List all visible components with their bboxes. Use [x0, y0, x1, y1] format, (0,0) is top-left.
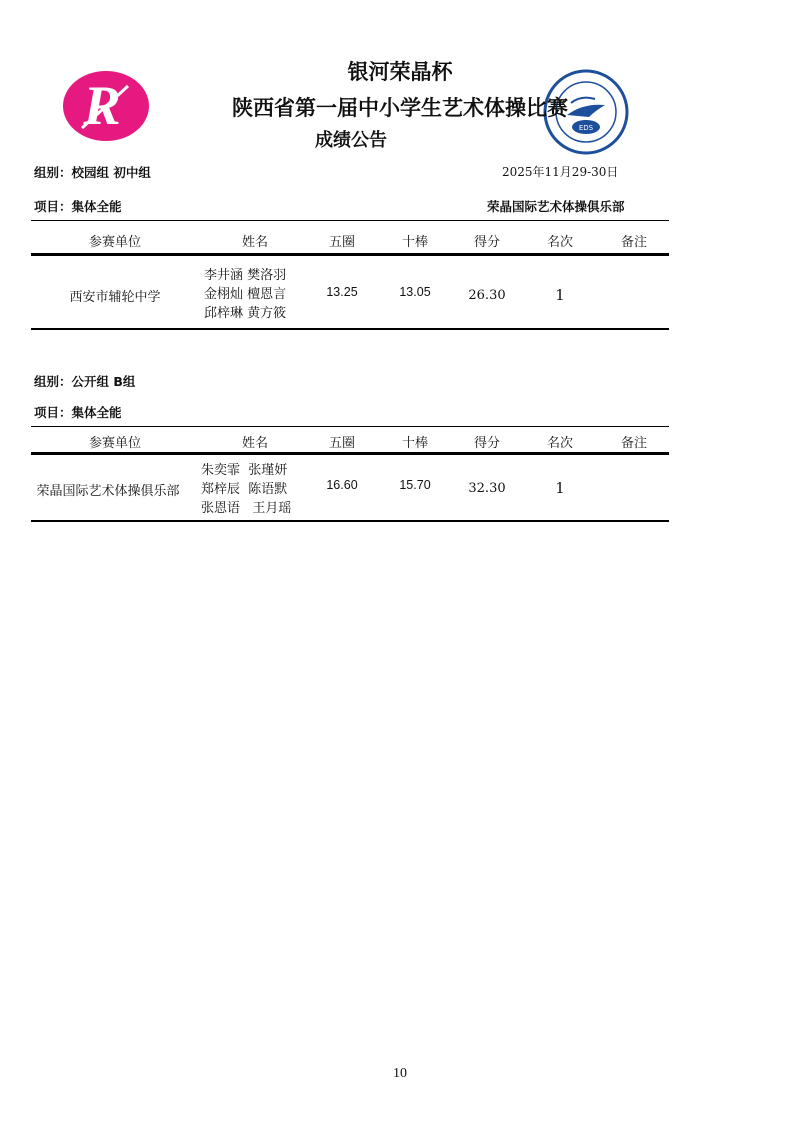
table1-header-rule — [31, 253, 669, 256]
section2-project: 项目：集体全能 — [34, 405, 122, 420]
table1-row-score: 26.30 — [468, 288, 506, 303]
section1-project: 项目：集体全能 — [34, 199, 122, 214]
section1-group: 组别：校园组 初中组 — [34, 165, 151, 180]
athlete-pair: 李井涵 樊洛羽 — [204, 268, 287, 283]
table2-header-note: 备注 — [620, 436, 647, 451]
competition-title: 陕西省第一届中小学生艺术体操比赛 — [232, 96, 568, 120]
table1-row-rank: 1 — [555, 286, 565, 304]
table2-header-hoop: 五圈 — [328, 436, 355, 451]
table1-header-clubs: 十棒 — [401, 235, 428, 250]
athlete-pair: 郑梓辰 陈语默 — [201, 482, 288, 497]
table2-row-rank: 1 — [555, 479, 565, 497]
announcement-title: 成绩公告 — [315, 130, 387, 151]
table2-top-rule — [31, 426, 669, 427]
table2-row-names — [201, 461, 291, 518]
table1-header-unit: 参赛单位 — [88, 235, 141, 250]
athlete-pair: 朱奕霏 张瑾妍 — [201, 463, 288, 478]
table1-bottom-rule — [31, 328, 669, 330]
table2-header-clubs: 十棒 — [401, 436, 428, 451]
table2-row-hoop: 16.60 — [326, 478, 358, 492]
table2-header-rank: 名次 — [546, 436, 573, 451]
table1-row-clubs: 13.05 — [399, 285, 431, 299]
table2-row-unit: 荣晶国际艺术体操俱乐部 — [36, 484, 180, 499]
svg-text:R: R — [83, 75, 121, 137]
table1-header-names: 姓名 — [241, 235, 268, 250]
section1-organizer: 荣晶国际艺术体操俱乐部 — [487, 199, 625, 214]
athlete-pair: 金栩灿 檀恩言 — [204, 287, 287, 302]
table1-header-note: 备注 — [620, 235, 647, 250]
event-title: 银河荣晶杯 — [347, 60, 453, 84]
table2-header-rule — [31, 452, 669, 455]
page-number: 10 — [393, 1066, 407, 1081]
table1-header-score: 得分 — [473, 235, 500, 250]
table2-row-score: 32.30 — [468, 481, 506, 496]
table1-header-rank: 名次 — [546, 235, 573, 250]
table1-row-names — [204, 266, 286, 323]
emblem-text: EDS — [578, 124, 594, 132]
table2-row-clubs: 15.70 — [399, 478, 431, 492]
table1-row-hoop: 13.25 — [326, 285, 358, 299]
section2-group: 组别：公开组 B组 — [34, 374, 136, 389]
athlete-pair: 张恩语 王月瑶 — [201, 501, 292, 516]
table2-header-score: 得分 — [473, 436, 500, 451]
table2-bottom-rule — [31, 520, 669, 522]
table2-header-names: 姓名 — [241, 436, 268, 451]
table1-top-rule — [31, 220, 669, 221]
section1-date: 2025年11月29-30日 — [502, 165, 619, 179]
table2-header-unit: 参赛单位 — [88, 436, 141, 451]
athlete-pair: 邱梓琳 黄方筱 — [204, 306, 287, 321]
table1-row-unit: 西安市辅轮中学 — [69, 290, 161, 305]
table1-header-hoop: 五圈 — [328, 235, 355, 250]
